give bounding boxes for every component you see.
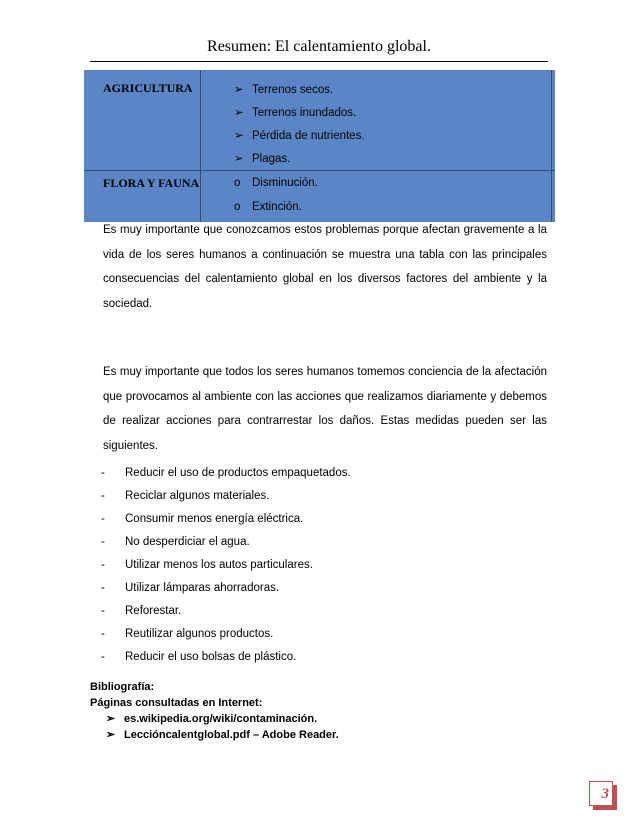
dash-bullet: -: [101, 489, 105, 502]
intro-paragraph: Es muy importante que conozcamos estos problemas porque afectan gravemente a la vida de los seres humanos a continuación se muestra una tabla con las principales consecuencias del calentamiento global en los diversos factores del ambiente y la sociedad.: [103, 224, 547, 310]
page-number: 3: [601, 786, 609, 802]
actions-list: [101, 461, 351, 669]
dash-bullet: -: [101, 466, 105, 479]
list-item-text: Utilizar menos los autos particulares.: [125, 558, 313, 571]
list-item: [101, 576, 351, 599]
awareness-paragraph: Es muy importante que todos los seres humanos tomemos conciencia de la afectación que provocamos al ambiente con las acciones que realizamos diariamente y debemos de realizar acciones para contrarrestar los daños. Estas medidas pueden ser las siguientes.: [103, 366, 547, 452]
list-item-text: Consumir menos energía eléctrica.: [125, 512, 304, 525]
list-item: [101, 461, 351, 484]
list-item-text: Reutilizar algunos productos.: [125, 628, 274, 641]
table-row-name: FLORA Y FAUNA: [103, 176, 200, 190]
list-item: [101, 507, 351, 530]
dash-bullet: -: [101, 558, 105, 571]
table-item-label: Disminución.: [252, 177, 318, 189]
circle-bullet-icon: o: [234, 201, 241, 213]
dash-bullet: -: [101, 605, 105, 618]
table-row-item: [234, 177, 318, 189]
list-item: [101, 600, 351, 623]
table-row-item: [234, 82, 333, 96]
bibliography-title: Bibliografía:: [90, 681, 155, 693]
table-row-item: [234, 105, 356, 119]
dash-bullet: -: [101, 535, 105, 548]
dash-bullet: -: [101, 512, 105, 525]
document-header-title: Resumen: El calentamiento global.: [207, 38, 431, 55]
table-item-label: Terrenos secos.: [252, 84, 334, 96]
arrow-bullet-icon: ➢: [234, 107, 244, 119]
table-column-divider: [200, 70, 201, 222]
table-item-label: Extinción.: [252, 201, 302, 213]
circle-bullet-icon: o: [234, 177, 241, 189]
dash-bullet: -: [101, 651, 105, 664]
list-item: [101, 553, 351, 576]
bibliography-section: [90, 679, 339, 743]
list-item-text: Reducir el uso bolsas de plástico.: [125, 651, 297, 664]
arrow-bullet-icon: ➢: [234, 130, 244, 142]
table-item-label: Pérdida de nutrientes.: [252, 130, 365, 142]
bibliography-subtitle: Páginas consultadas en Internet:: [90, 697, 263, 709]
list-item: [101, 484, 351, 507]
list-item-text: Reducir el uso de productos empaquetados.: [125, 466, 351, 479]
bibliography-link: Leccióncalentglobal.pdf – Adobe Reader.: [124, 729, 339, 741]
arrow-bullet-icon: ➢: [234, 84, 244, 96]
table-row-item: [234, 201, 302, 213]
dash-bullet: -: [101, 628, 105, 641]
table-row-item: [234, 128, 365, 142]
list-item: [101, 623, 351, 646]
table-row-name: AGRICULTURA: [103, 81, 193, 95]
table-right-border: [551, 70, 552, 222]
list-item-text: No desperdiciar el agua.: [125, 535, 250, 548]
list-item-text: Reforestar.: [125, 605, 182, 618]
dash-bullet: -: [101, 582, 105, 595]
list-item-text: Reciclar algunos materiales.: [125, 489, 270, 502]
list-item-text: Utilizar lámparas ahorradoras.: [125, 582, 280, 595]
table-item-label: Terrenos inundados.: [252, 107, 357, 119]
arrow-bullet-icon: ➢: [106, 713, 116, 725]
list-item: [101, 646, 351, 669]
bibliography-entry: [90, 727, 339, 743]
arrow-bullet-icon: ➢: [106, 729, 116, 741]
consequences-table: [84, 70, 555, 222]
list-item: [101, 530, 351, 553]
bibliography-entry: [90, 711, 339, 727]
table-item-label: Plagas.: [252, 153, 291, 165]
header-divider: [90, 61, 548, 62]
arrow-bullet-icon: ➢: [234, 153, 244, 165]
page-number-box: [589, 781, 613, 806]
table-row-item: [234, 151, 290, 165]
table-row-divider: [84, 170, 555, 171]
bibliography-link: es.wikipedia.org/wiki/contaminación.: [124, 713, 318, 725]
